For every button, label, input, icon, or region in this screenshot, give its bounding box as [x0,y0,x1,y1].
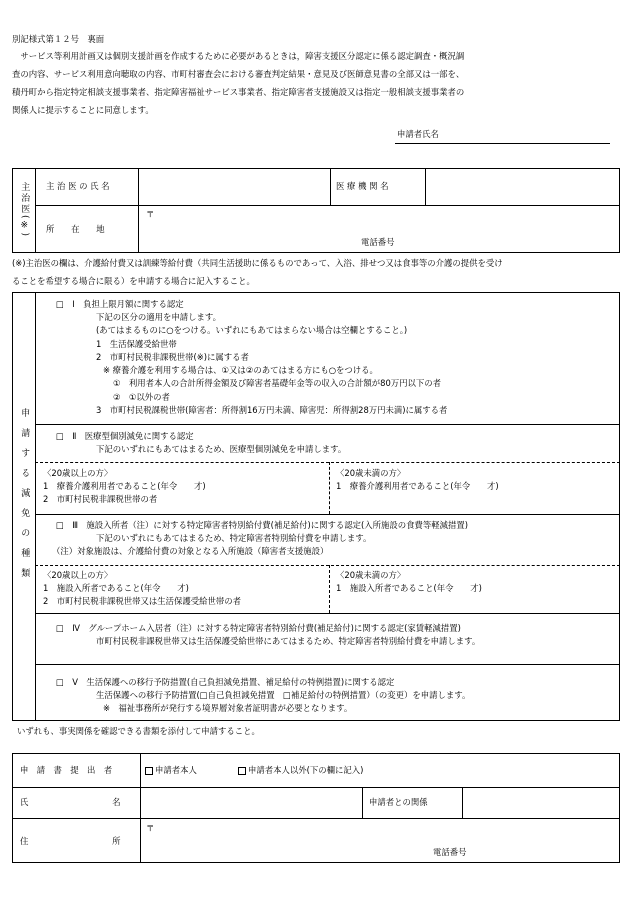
sec3-line-1: 下記のいずれにもあてはまるため、特定障害者特別給付費を申請します。 [96,533,372,543]
sec1-line-4[interactable]: 2 市町村民税非課税世帯(※)に属する者 [96,352,249,362]
sec4-title[interactable]: □ Ⅳ グループホーム入居者（注）に対する特定障害者特別給付費(補足給付)に関する認定(家賃軽減措置) [56,623,461,633]
submitter-phone-label: 電話番号 [433,847,467,857]
doctor-postal-mark: 〒 [146,209,155,219]
consent-line-4: 関係人に提示することに同意します。 [12,105,154,115]
sec5-title[interactable]: □ Ⅴ 生活保護への移行予防措置(自己負担減免措置、補足給付の特例措置)に関する認定 [56,677,395,687]
institution-label: 医 療 機 関 名 [336,181,389,191]
relation-label: 申請者との関係 [369,797,428,807]
option-self[interactable] [145,765,197,776]
institution-field[interactable] [428,172,616,203]
doctor-note-line-2: ることを希望する場合に限る）を申請する場合に記入すること。 [12,276,255,286]
checkbox-other[interactable] [238,767,246,775]
sec1-title[interactable]: □ Ⅰ 負担上限月額に関する認定 [56,299,184,309]
applicant-name-line [395,143,610,144]
consent-line-2: 査の内容、サービス利用意向聴取の内容、市町村審査会における審査判定結果・意見及び医師意見書の全部又は一部を、 [12,69,465,79]
doctor-side-label: 主治医(※) [19,182,30,239]
doctor-note-line-1: (※)主治医の欄は、介護給付費又は訓練等給付費（共同生活援助に係るものであって、入浴、排せつ又は食事等の介護の提供を受け [12,258,503,268]
reductions-side-label: 申請する減免の種類 [19,408,30,588]
sec3-title[interactable]: □ Ⅲ 施設入所者（注）に対する特定障害者特別給付費(補足給付)に関する認定(入所施設の食費等軽減措置) [56,520,469,530]
option-other-label: 申請者本人以外(下の欄に記入) [248,765,364,775]
sec5-line-2: ※ 福祉事務所が発行する境界層対象者証明書が必要となります。 [103,703,353,713]
doctor-address-label: 所 在 地 [46,224,105,234]
consent-line-1: サービス等利用計画又は個別支援計画を作成するために必要があるときは，障害支援区分認定に係る認定調査・概況調 [12,51,465,61]
sec2-under20-heading: 〈20歳未満の方〉 [336,468,406,478]
applicant-name-field[interactable] [460,128,610,142]
sec2-under20-line-1[interactable]: 1 療養介護利用者であること(年令 才) [336,481,499,491]
sec1-line-8[interactable]: 3 市町村民税課税世帯(障害者：所得割16万円未満、障害児：所得割28万円未満)に属する者 [96,405,448,415]
sec3-over20-line-2[interactable]: 2 市町村民税非課税世帯又は生活保護受給世帯の者 [43,596,241,606]
option-self-label: 申請者本人 [155,765,197,775]
sec1-line-1: 下記の区分の適用を申請します。 [96,312,221,322]
submitter-address-field[interactable] [160,822,610,844]
sec1-line-2: (あてはまるものに○をつける。いずれにもあてはまらない場合は空欄とすること。) [96,325,408,335]
sec2-over20-heading: 〈20歳以上の方〉 [43,468,113,478]
sec3-under20-line-1[interactable]: 1 施設入所者であること(年令 才) [336,583,482,593]
sec1-line-6[interactable]: ① 利用者本人の合計所得金額及び障害者基礎年金等の収入の合計額が80万円以下の者 [113,378,442,388]
applicant-name-label: 申請者氏名 [397,129,439,139]
submitter-address-label: 住 所 [20,836,121,846]
consent-line-3: 積丹町から指定特定相談支援事業者、指定障害福祉サービス事業者、指定障害者支援施設又は指定一般相談支援事業者の [12,87,465,97]
sec1-line-7[interactable]: ② ①以外の者 [113,392,170,402]
sec3-note: （注）対象施設は、介護給付費の対象となる入所施設（障害者支援施設） [52,546,329,556]
sec1-line-5: ※ 療養介護を利用する場合は、①又は②のあてはまる方にも○をつける。 [103,365,378,375]
sec3-under20-heading: 〈20歳未満の方〉 [336,570,406,580]
sec3-over20-heading: 〈20歳以上の方〉 [43,570,113,580]
sec2-line-1: 下記のいずれにもあてはまるため、医療型個別減免を申請します。 [96,444,347,454]
form-number: 別記様式第１２号 裏面 [12,34,105,44]
sec5-line-1[interactable]: 生活保護への移行予防措置(□自己負担減免措置 □補足給付の特例措置）（の変更）を申請します。 [96,690,471,700]
sec3-over20-line-1[interactable]: 1 施設入所者であること(年令 才) [43,583,189,593]
reductions-footer: いずれも、事実関係を確認できる書類を添付して申請すること。 [17,726,260,736]
doctor-address-field[interactable] [160,208,610,234]
submitter-name-field[interactable] [143,790,359,815]
doctor-phone-label: 電話番号 [361,237,395,247]
option-other[interactable] [238,765,363,776]
submitter-postal-mark: 〒 [146,823,155,833]
submitter-name-label: 氏 名 [20,797,121,807]
sec2-title[interactable]: □ Ⅱ 医療型個別減免に関する認定 [56,431,194,441]
doctor-name-label: 主 治 医 の 氏 名 [46,181,110,191]
sec2-over20-line-2[interactable]: 2 市町村民税非課税世帯の者 [43,494,158,504]
doctor-name-field[interactable] [140,172,328,203]
sec4-line-1: 市町村民税非課税世帯又は生活保護受給世帯にあてはまるため、特定障害者特別給付費を申請します。 [96,636,481,646]
checkbox-self[interactable] [145,767,153,775]
sec2-over20-line-1[interactable]: 1 療養介護利用者であること(年令 才) [43,481,206,491]
submitter-label: 申 請 書 提 出 者 [20,765,113,775]
relation-field[interactable] [465,790,615,815]
sec1-line-3[interactable]: 1 生活保護受給世帯 [96,339,177,349]
